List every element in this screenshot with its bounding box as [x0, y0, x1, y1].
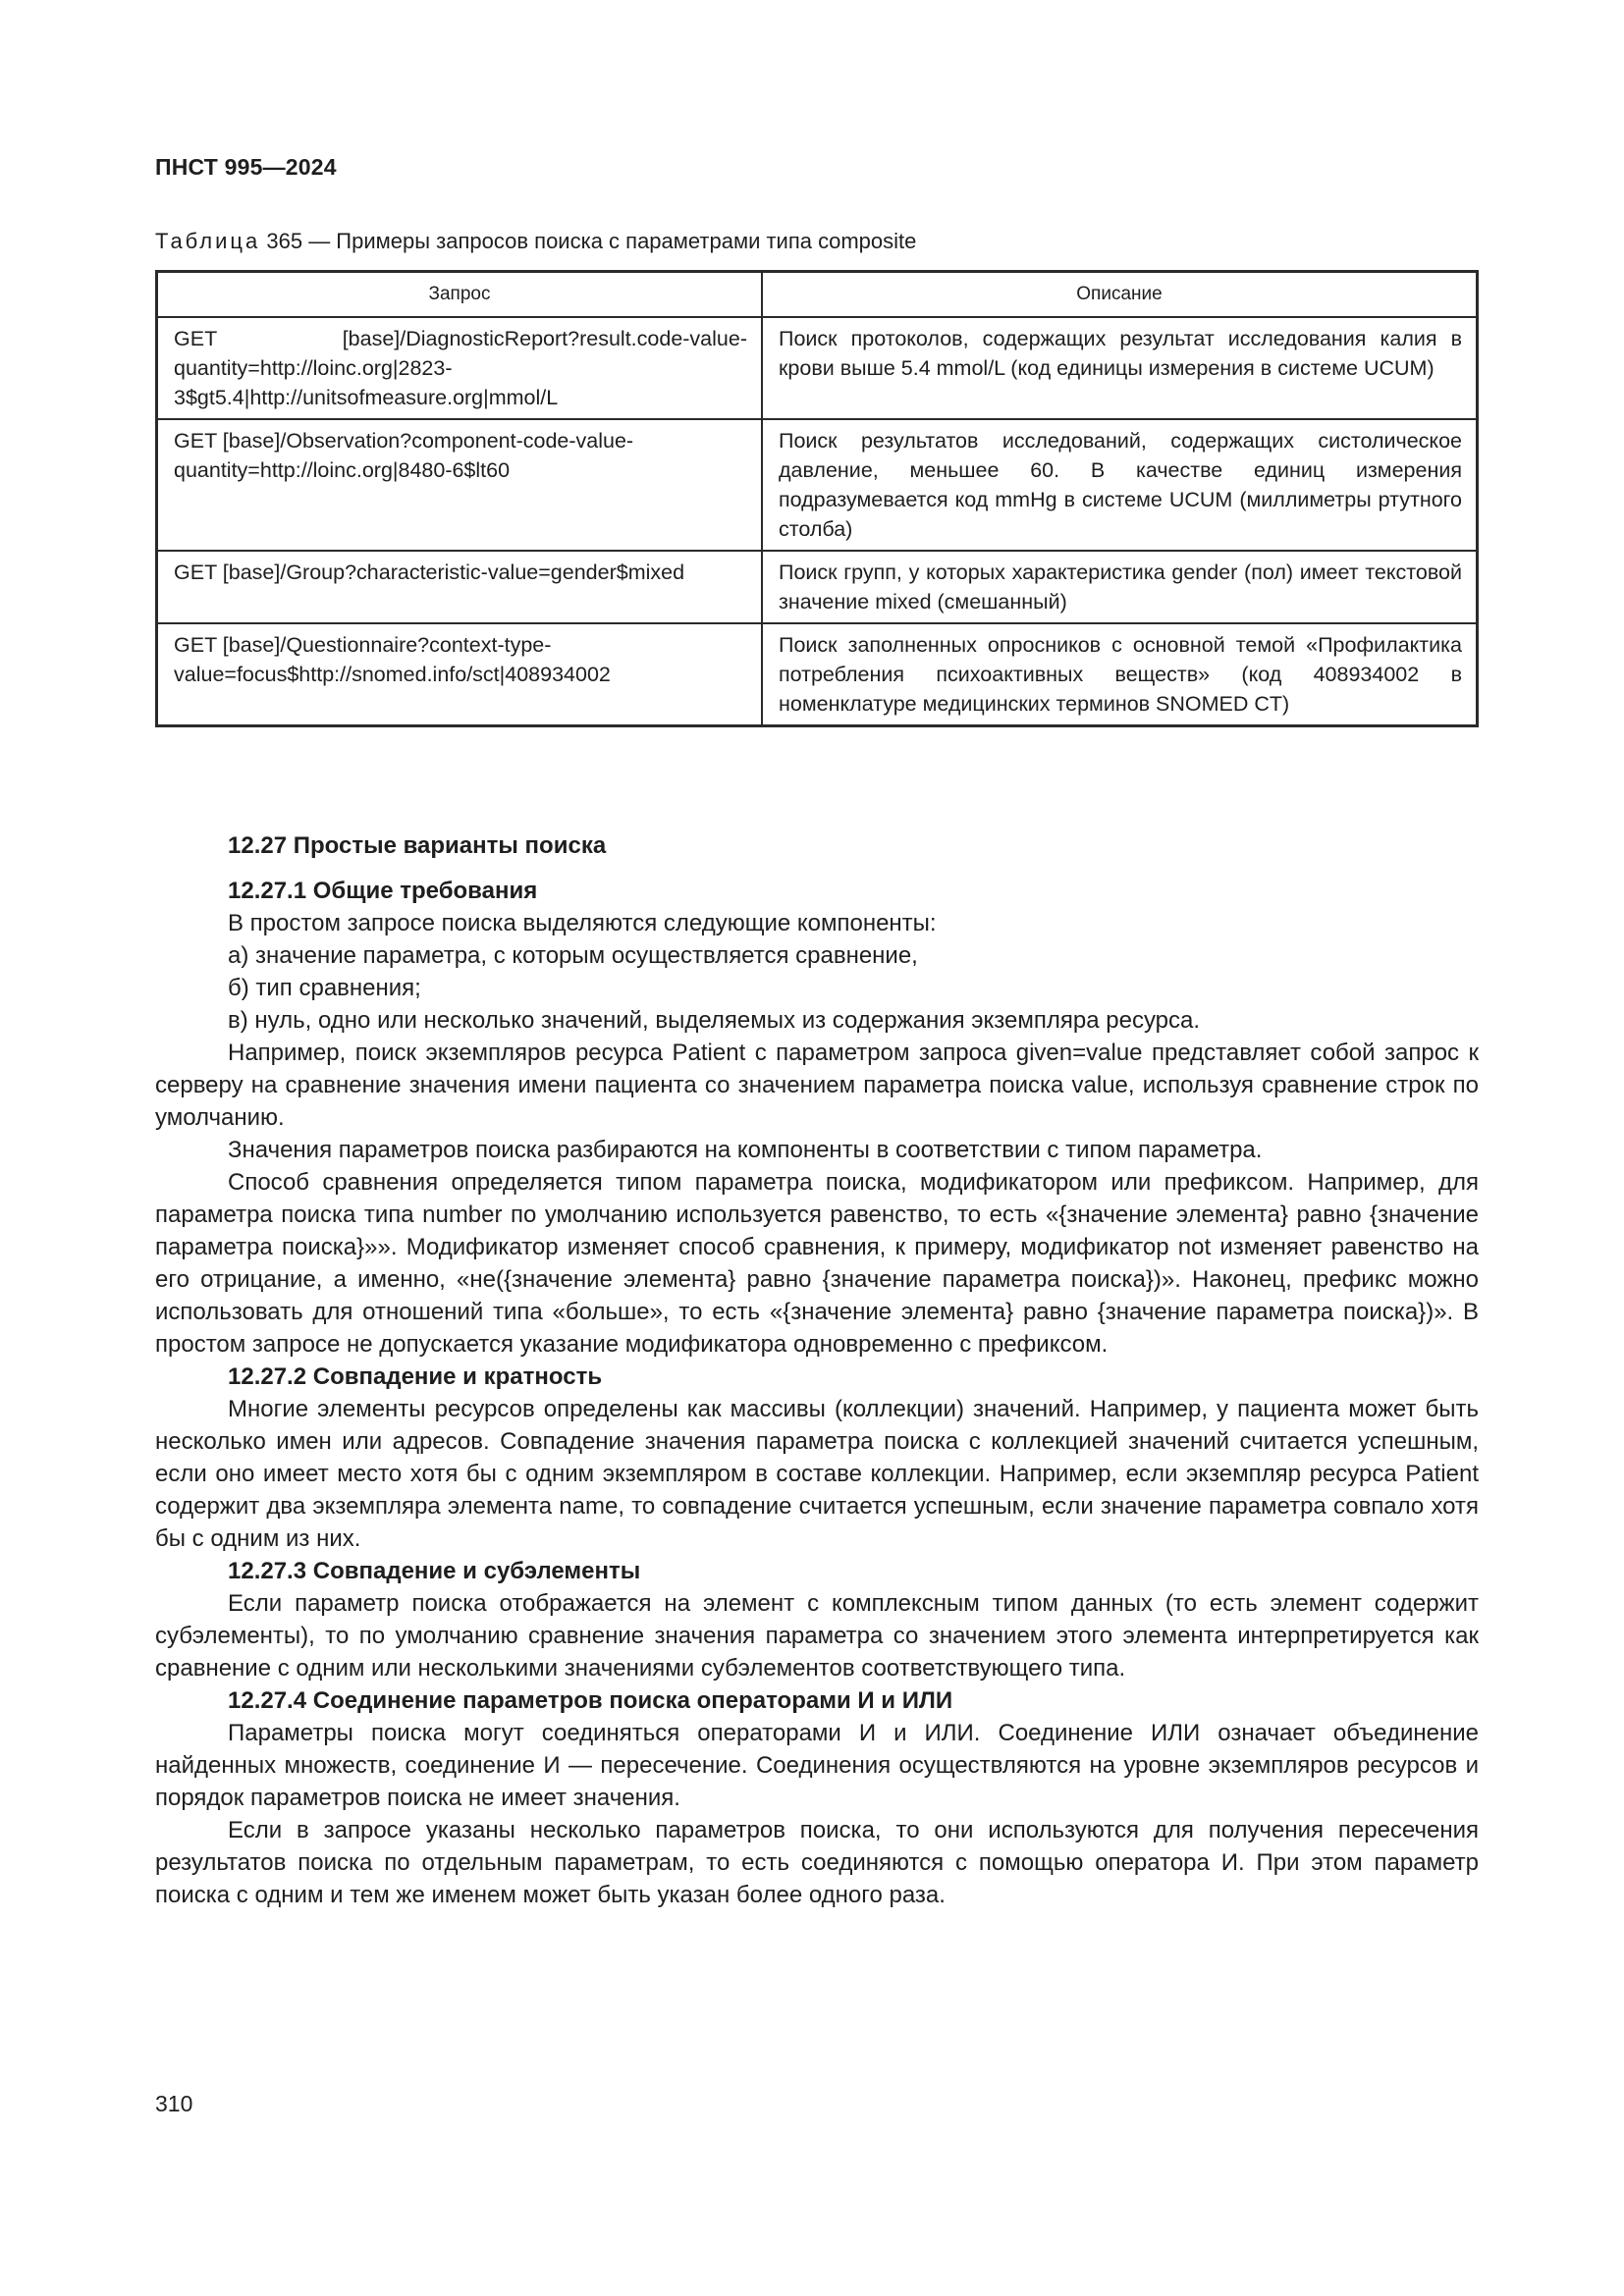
section-heading-12-27-2: 12.27.2 Совпадение и кратность [228, 1363, 603, 1390]
paragraph: В простом запросе поиска выделяются следующие компоненты: [228, 910, 937, 936]
paragraph: Например, поиск экземпляров ресурса Patient с параметром запроса given=value представляет собой запрос к серверу на сравнение значения имени пациента со значением параметра поиска value, используя сравнение строк по умолчанию. [155, 1040, 1479, 1131]
paragraph: Многие элементы ресурсов определены как массивы (коллекции) значений. Например, у пациента может быть несколько имен или адресов. Совпадение значения параметра поиска с коллекцией значений считается успешным, если оно имеет место хотя бы с одним экземпляром в составе коллекции. Например, если экземпляр ресурса Patient содержит два экземпляра элемента name, то совпадение считается успешным, если значение параметра совпало хотя бы с одним из них. [155, 1396, 1479, 1552]
document-id: ПНСТ 995—2024 [155, 154, 337, 180]
paragraph: Параметры поиска могут соединяться операторами И и ИЛИ. Соединение ИЛИ означает объединение найденных множеств, соединение И — пересечение. Соединения осуществляются на уровне экземпляров ресурсов и порядок параметров поиска не имеет значения. [155, 1720, 1479, 1811]
page-number: 310 [155, 2091, 193, 2116]
paragraph: Значения параметров поиска разбираются на компоненты в соответствии с типом параметра. [228, 1137, 1263, 1163]
list-item: б) тип сравнения; [228, 975, 421, 1001]
description-cell: Поиск групп, у которых характеристика gender (пол) имеет текстовой значение mixed (смешанный) [762, 551, 1478, 623]
section-heading-12-27: 12.27 Простые варианты поиска [228, 832, 607, 859]
examples-table [155, 270, 1479, 727]
column-header-description: Описание [762, 272, 1478, 318]
query-cell: GET [base]/DiagnosticReport?result.code-value-quantity=http://loinc.org|2823-3$gt5.4|http://unitsofmeasure.org|mmol/L [157, 317, 763, 419]
list-item: а) значение параметра, с которым осуществляется сравнение, [228, 942, 918, 969]
table-row [157, 551, 1478, 623]
table-row [157, 317, 1478, 419]
column-header-query: Запрос [157, 272, 763, 318]
query-cell: GET [base]/Group?characteristic-value=gender$mixed [157, 551, 763, 623]
description-cell: Поиск результатов исследований, содержащих систолическое давление, меньшее 60. В качестве единиц измерения подразумевается код mmHg в системе UCUM (миллиметры ртутного столба) [762, 419, 1478, 551]
section-heading-12-27-1: 12.27.1 Общие требования [228, 878, 538, 904]
description-cell: Поиск заполненных опросников с основной темой «Профилактика потребления психоактивных веществ» (код 408934002 в номенклатуре медицинских терминов SNOMED CT) [762, 623, 1478, 726]
paragraph: Способ сравнения определяется типом параметра поиска, модификатором или префиксом. Например, для параметра поиска типа number по умолчанию используется равенство, то есть «{значение элемента} равно {значение параметра поиска}»». Модификатор изменяет способ сравнения, к примеру, модификатор not изменяет равенство на его отрицание, а именно, «не({значение элемента} равно {значение параметра поиска})». Наконец, префикс можно использовать для отношений типа «больше», то есть «{значение элемента} равно {значение параметра поиска})». В простом запросе не допускается указание модификатора одновременно с префиксом. [155, 1169, 1479, 1358]
description-cell: Поиск протоколов, содержащих результат исследования калия в крови выше 5.4 mmol/L (код единицы измерения в системе UCUM) [762, 317, 1478, 419]
section-heading-12-27-4: 12.27.4 Соединение параметров поиска операторами И и ИЛИ [228, 1687, 953, 1714]
list-item: в) нуль, одно или несколько значений, выделяемых из содержания экземпляра ресурса. [228, 1007, 1201, 1034]
query-cell: GET [base]/Questionnaire?context-type-value=focus$http://snomed.info/sct|408934002 [157, 623, 763, 726]
body-text [155, 829, 1479, 1911]
paragraph: Если параметр поиска отображается на элемент с комплексным типом данных (то есть элемент содержит субэлементы), то по умолчанию сравнение значения параметра со значением этого элемента интерпретируется как сравнение с одним или несколькими значениями субэлементов соответствующего типа. [155, 1590, 1479, 1682]
table-header-row [157, 272, 1478, 318]
table-caption [155, 229, 916, 254]
query-cell: GET [base]/Observation?component-code-value-quantity=http://loinc.org|8480-6$lt60 [157, 419, 763, 551]
section-heading-12-27-3: 12.27.3 Совпадение и субэлементы [228, 1558, 641, 1584]
paragraph: Если в запросе указаны несколько параметров поиска, то они используются для получения пересечения результатов поиска по отдельным параметрам, то есть соединяются с помощью оператора И. При этом параметр поиска с одним и тем же именем может быть указан более одного раза. [155, 1817, 1479, 1908]
table-caption-prefix: Таблица [155, 229, 261, 253]
table-caption-text: 365 — Примеры запросов поиска с параметрами типа composite [260, 229, 917, 253]
table-row [157, 623, 1478, 726]
table-row [157, 419, 1478, 551]
